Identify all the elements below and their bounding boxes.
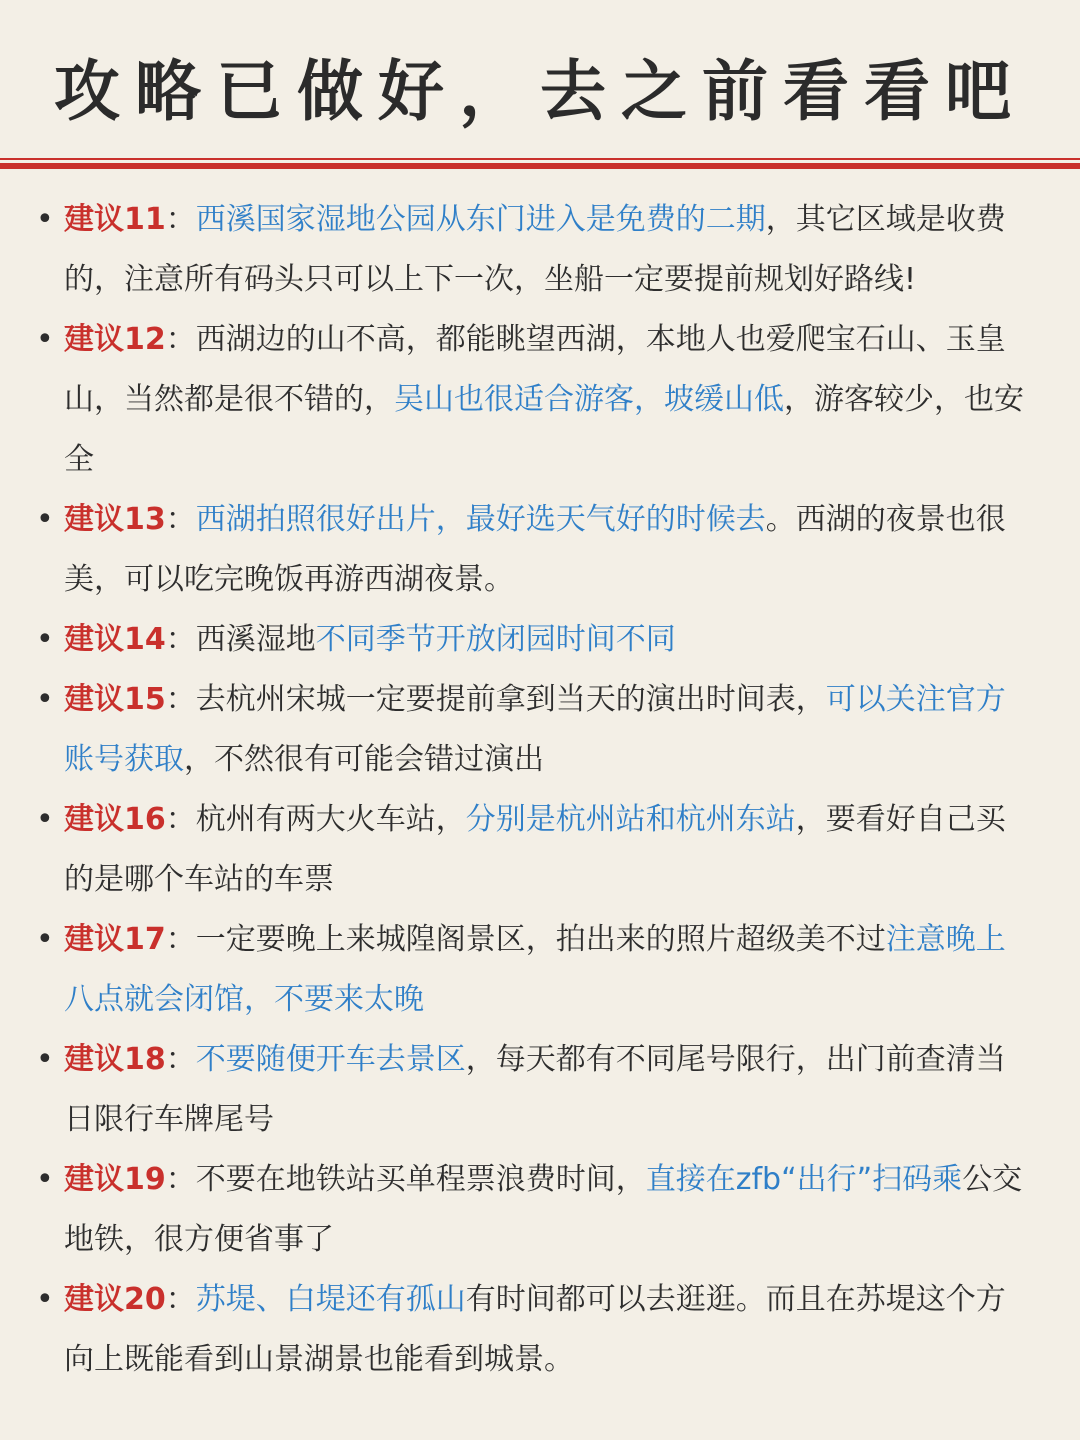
- tip-label: 建议14: [64, 622, 166, 657]
- tip-item: [0, 490, 1080, 610]
- tip-highlight-text: 可以关注官方账号获取: [64, 682, 1006, 777]
- tip-item: [0, 1030, 1080, 1150]
- tip-item: [0, 670, 1080, 790]
- title-divider-thick: [0, 163, 1080, 169]
- tip-text: ，其它区域是收费的，注意所有码头只可以上下一次，坐船一定要提前规划好路线!: [64, 202, 1006, 297]
- tip-label: 建议15: [64, 682, 166, 717]
- tip-item: [0, 310, 1080, 490]
- tips-list: [0, 190, 1080, 1390]
- tip-separator: ：: [165, 202, 196, 237]
- bullet-icon: •: [36, 622, 54, 657]
- tip-label: 建议12: [64, 322, 166, 357]
- tip-highlight-text: 西湖拍照很好出片，最好选天气好的时候去: [195, 502, 766, 537]
- tip-item: [0, 910, 1080, 1030]
- tip-item: [0, 1270, 1080, 1390]
- tip-separator: ：: [165, 802, 196, 837]
- tip-label: 建议16: [64, 802, 166, 837]
- tip-label: 建议18: [64, 1042, 166, 1077]
- tip-text: 。西湖的夜景也很美，可以吃完晚饭再游西湖夜景。: [64, 502, 1006, 597]
- tip-separator: ：: [165, 1162, 196, 1197]
- bullet-icon: •: [36, 922, 54, 957]
- tip-label: 建议13: [64, 502, 166, 537]
- tip-text: ，不然很有可能会错过演出: [184, 742, 544, 777]
- tip-label: 建议20: [64, 1282, 166, 1317]
- tip-text: 西溪湿地: [195, 622, 316, 657]
- tip-item: [0, 1150, 1080, 1270]
- tip-text: 一定要晚上来城隍阁景区，拍出来的照片超级美不过: [195, 922, 886, 957]
- tip-text: ，每天都有不同尾号限行，出门前查清当日限行车牌尾号: [64, 1042, 1006, 1137]
- bullet-icon: •: [36, 202, 54, 237]
- tip-item: [0, 610, 1080, 670]
- tip-highlight-text: 不同季节开放闭园时间不同: [315, 622, 676, 657]
- bullet-icon: •: [36, 502, 54, 537]
- tip-text: 不要在地铁站买单程票浪费时间，: [195, 1162, 646, 1197]
- tip-text: 公交地铁，很方便省事了: [64, 1162, 1023, 1257]
- tip-highlight-text: 不要随便开车去景区: [195, 1042, 466, 1077]
- tip-item: [0, 190, 1080, 310]
- tip-item: [0, 790, 1080, 910]
- tip-separator: ：: [165, 622, 196, 657]
- tip-highlight-text: 注意晚上八点就会闭馆，不要来太晚: [64, 922, 1006, 1017]
- tip-highlight-text: 吴山也很适合游客，坡缓山低: [394, 382, 784, 417]
- tip-highlight-text: 西溪国家湿地公园从东门进入是免费的二期: [195, 202, 766, 237]
- tip-text: 去杭州宋城一定要提前拿到当天的演出时间表，: [195, 682, 826, 717]
- tip-text: ，游客较少，也安全: [64, 382, 1024, 477]
- tip-highlight-text: 直接在zfb“出行”扫码乘: [645, 1162, 963, 1197]
- tip-separator: ：: [165, 322, 196, 357]
- tip-separator: ：: [165, 1042, 196, 1077]
- tip-separator: ：: [165, 922, 196, 957]
- bullet-icon: •: [36, 682, 54, 717]
- page-title: 攻略已做好，去之前看看吧: [54, 53, 1026, 130]
- tip-label: 建议11: [64, 202, 166, 237]
- tip-text: ，要看好自己买的是哪个车站的车票: [64, 802, 1006, 897]
- tip-text: 有时间都可以去逛逛。而且在苏堤这个方向上既能看到山景湖景也能看到城景。: [64, 1282, 1006, 1377]
- tip-label: 建议17: [64, 922, 166, 957]
- bullet-icon: •: [36, 1282, 54, 1317]
- bullet-icon: •: [36, 802, 54, 837]
- tip-highlight-text: 苏堤、白堤还有孤山: [195, 1282, 466, 1317]
- bullet-icon: •: [36, 1162, 54, 1197]
- bullet-icon: •: [36, 322, 54, 357]
- tip-text: 杭州有两大火车站，: [195, 802, 466, 837]
- tip-separator: ：: [165, 502, 196, 537]
- tip-label: 建议19: [64, 1162, 166, 1197]
- tip-text: 西湖边的山不高，都能眺望西湖，本地人也爱爬宝石山、玉皇山，当然都是很不错的，: [64, 322, 1006, 417]
- tip-separator: ：: [165, 1282, 196, 1317]
- bullet-icon: •: [36, 1042, 54, 1077]
- tip-separator: ：: [165, 682, 196, 717]
- title-divider-thin: [0, 158, 1080, 160]
- tip-highlight-text: 分别是杭州站和杭州东站: [465, 802, 796, 837]
